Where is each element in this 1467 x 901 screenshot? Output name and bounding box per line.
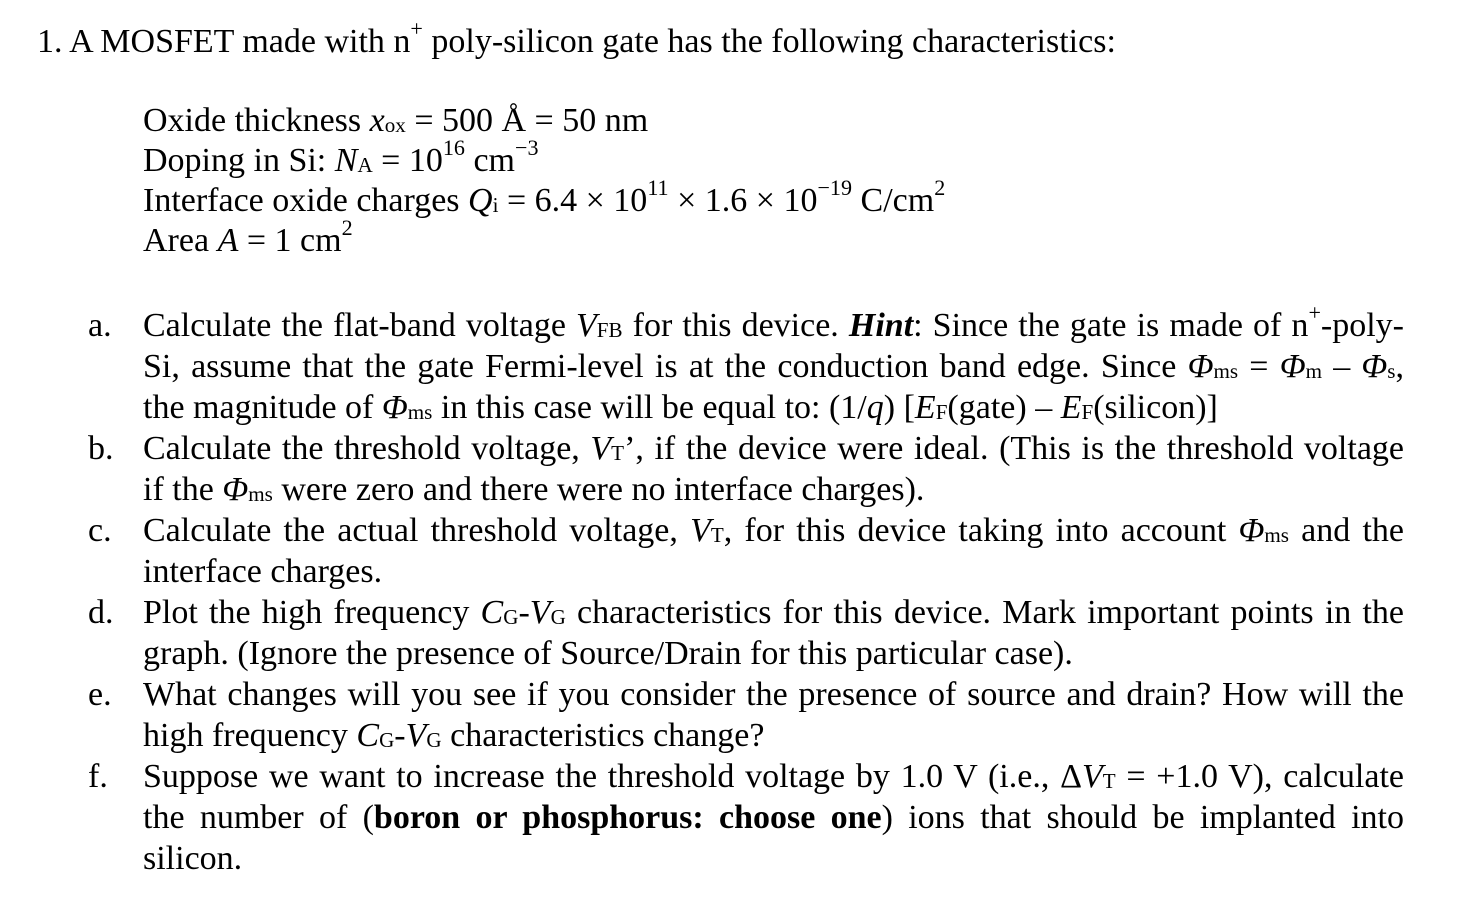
question-text: Calculate the flat-band voltage $V_{FB}$ for this device. Hint: Since the gate is made of n+-poly-Si, assume that the gate Fermi-level is at the conduction band edge. Since $\Phi_{ms} = \Phi_m - \Phi_s$, the magnitude of $\Phi_{ms}$ in this case will be equal to: (1/q) [$E_F(gate)$ – $E_F(silicon)$] [143, 300, 1404, 426]
question-c [0, 510, 1467, 592]
question-label: c. [88, 512, 112, 549]
question-text: Suppose we want to increase the threshold voltage by 1.0 V (i.e., $\Delta V_T = +1.0$ V), calculate the number of (boron or phosphorus: choose one) ions that should be implanted into silicon. [143, 758, 1404, 877]
question-text: Calculate the threshold voltage, $V_T$’, if the device were ideal. (This is the threshold voltage if the $\Phi_{ms}$ were zero and there were no interface charges). [143, 430, 1405, 508]
question-a [0, 300, 1467, 428]
question-label: d. [88, 594, 114, 631]
question-label: a. [88, 307, 112, 344]
spec-oxide-thickness: Oxide thickness $x_{ox} = 500$ Å = 50 nm [143, 102, 649, 139]
question-text: Plot the high frequency $C_G-V_G$ characteristics for this device. Mark important points in the graph. (Ignore the presence of Source/Drain for this particular case). [143, 594, 1405, 672]
question-label: b. [88, 430, 114, 467]
spec-area: Area A = 1 $cm^2$ [143, 215, 353, 259]
question-e [0, 674, 1467, 756]
problem-heading: 1. A MOSFET made with n+ poly-silicon gate has the following characteristics: [37, 16, 1116, 60]
specifications-list [143, 101, 945, 261]
question-label: e. [88, 676, 112, 713]
question-label: f. [88, 758, 108, 795]
spec-doping: Doping in Si: $N_A = 10^{16}$ $cm^{-3}$ [143, 135, 539, 179]
question-text: Calculate the actual threshold voltage, $V_T$, for this device taking into account $\Phi_{ms}$ and the interface charges. [143, 512, 1404, 590]
questions-list [0, 300, 1467, 879]
question-b [0, 428, 1467, 510]
question-f [0, 756, 1467, 879]
question-text: What changes will you see if you consider the presence of source and drain? How will the high frequency $C_G-V_G$ characteristics change? [143, 676, 1404, 754]
question-d [0, 592, 1467, 674]
spec-interface-charges: Interface oxide charges $Q_i = 6.4 \times 10^{11} \times 1.6 \times 10^{-19}$ $C/cm^2$ [143, 175, 946, 219]
